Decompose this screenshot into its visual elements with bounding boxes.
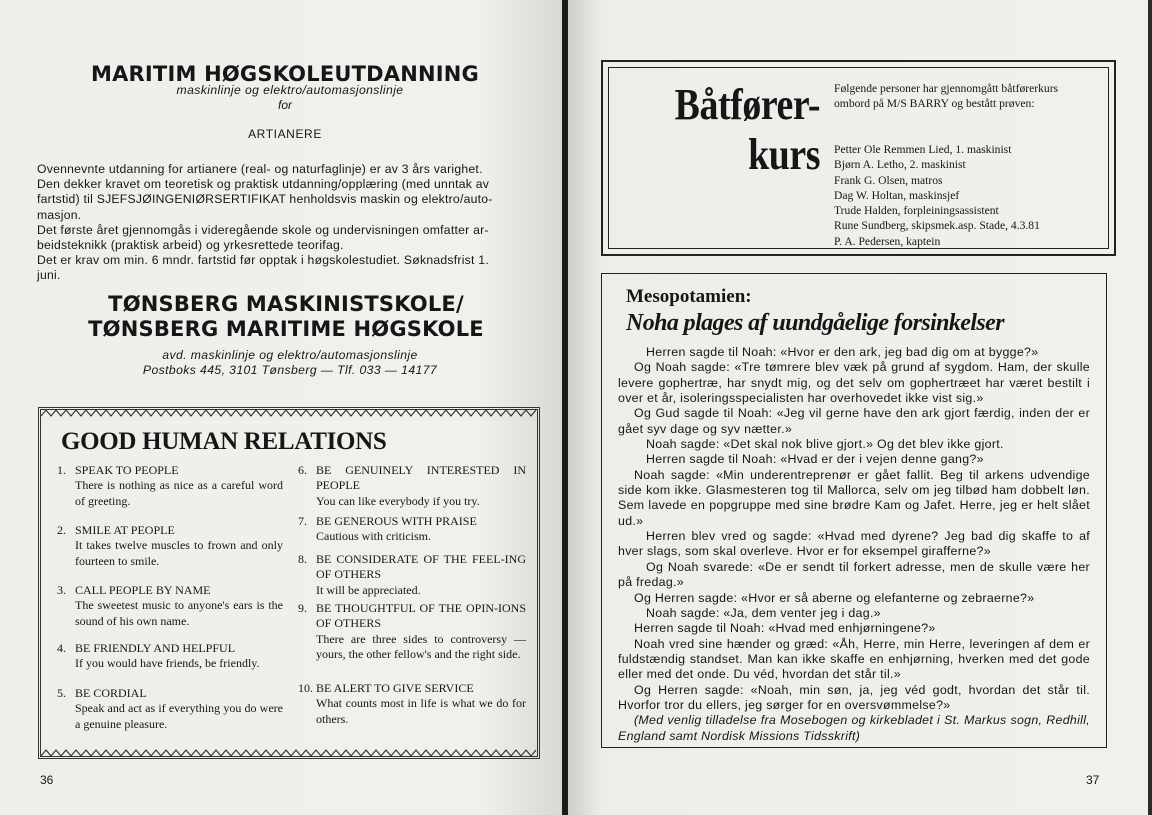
maritim-line: Ovennevnte utdanning for artianere (real- og naturfaglinje) er av 3 års varighet. — [37, 162, 483, 176]
article-credit: (Med venlig tilladelse fra Mosebogen og kirkebladet i St. Markus sogn, Redhill, England samt Nordisk Missions Tidsskrift) — [618, 713, 1090, 743]
batforer-box — [601, 60, 1116, 256]
left-page — [0, 0, 562, 815]
person-entry: Rune Sundberg, skipsmek.asp. Stade, 4.3.81 — [834, 219, 1040, 233]
rule-item — [57, 641, 283, 672]
rule-description: It takes twelve muscles to frown and only fourteen to smile. — [75, 538, 283, 568]
rule-number: 6. — [298, 463, 307, 477]
maritim-for: for — [277, 98, 292, 112]
article-paragraph: Herren blev vred og sagde: «Hvad med dyrene? Jeg bad dig skaffe to af hver slags, som skal overleve. Hvor er for eksempel girafferne?» — [618, 529, 1090, 559]
school-name-line2: TØNSBERG MARITIME HØGSKOLE — [88, 317, 484, 341]
article-paragraph: Noah sagde: «Det skal nok blive gjort.» Og det blev ikke gjort. — [646, 437, 1004, 452]
rule-title: SPEAK TO PEOPLE — [75, 463, 179, 477]
rule-item — [298, 514, 526, 545]
batforer-people-list — [834, 142, 1094, 249]
rule-number: 2. — [57, 523, 66, 537]
mesopotamien-article — [601, 273, 1107, 748]
rule-item — [57, 583, 283, 629]
rule-item — [298, 681, 526, 727]
zigzag-border-bottom — [41, 749, 537, 757]
rule-item — [298, 463, 526, 509]
rule-description: There is nothing as nice as a careful word of greeting. — [75, 478, 283, 508]
person-entry: Frank G. Olsen, matros — [834, 173, 943, 187]
article-paragraph: Og Gud sagde til Noah: «Jeg vil gerne have den ark gjort færdig, inden der er gået syv dage og syv nætter.» — [618, 406, 1090, 436]
rule-description: You can like everybody if you try. — [316, 493, 480, 508]
rule-number: 7. — [298, 514, 307, 528]
maritim-body — [37, 162, 537, 284]
article-paragraph: Og Herren sagde: «Noah, min søn, ja, jeg véd godt, hvordan det står til. Hvorfor tror du ellers, jeg sørger for en oversvømmelse?» — [618, 682, 1090, 712]
maritim-line: juni. — [37, 268, 61, 283]
article-paragraph: Noah vred sine hænder og græd: «Åh, Herre, min Herre, leveringen af dem er fuldstændig standset. Man kan ikke skaffe en enhjørning, hverken med det gode eller med det onde. Du véd, hvordan det står til.» — [618, 636, 1090, 682]
article-paragraph: Og Noah sagde: «Tre tømrere blev væk på grund af sygdom. Ham, der skulle levere gophertræ, har snydt mig, og det selv om gophertræet har været bestilt i over et år, isoleringsspecialisten har overhovedet ikke vist sig.» — [618, 360, 1090, 406]
school-address: Postboks 445, 3101 Tønsberg — Tlf. 033 — 14177 — [142, 363, 438, 377]
maritim-line: Det første året gjennomgås i videregående skole og undervisningen omfatter ar- — [37, 222, 489, 237]
rule-title: BE GENUINELY INTERESTED IN PEOPLE — [316, 463, 526, 493]
article-paragraph: Og Noah svarede: «De er sendt til forkert adresse, men de skulle være her på fredag.» — [618, 559, 1090, 590]
maritim-line: Den dekker kravet om teoretisk og praktisk utdanning/opplæring (med unntak av — [37, 177, 490, 192]
rule-title: BE CONSIDERATE OF THE FEEL-ING OF OTHERS — [316, 552, 526, 582]
person-entry: Petter Ole Remmen Lied, 1. maskinist — [834, 143, 1012, 156]
article-paragraph: Noah sagde: «Min underentreprenør er gået fallit. Beg til arkens udvendige side kom ikke. Glasmesteren tog til Mallorca, selv om jeg tilbød ham dobbelt løn. Sem lavede en popgruppe med sine brødre Kam og Jafet. Herre, jeg er helt slået ud.» — [618, 467, 1090, 528]
maritim-line: Det er krav om min. 6 mndr. fartstid før opptak i høgskolestudiet. Søknadsfrist 1. — [37, 253, 489, 268]
page-number-left: 36 — [40, 773, 54, 787]
rule-description: If you would have friends, be friendly. — [75, 656, 260, 671]
rule-number: 9. — [298, 601, 307, 615]
person-entry: Bjørn A. Letho, 2. maskinist — [834, 158, 966, 172]
maritim-line: beidsteknikk (praktisk arbeid) og yrkesrettede teorifag. — [37, 238, 344, 253]
rule-number: 10. — [298, 681, 313, 695]
batforer-title-line1: Båtfører- — [674, 80, 820, 129]
rule-description: What counts most in life is what we do for others. — [316, 696, 526, 726]
article-kicker: Mesopotamien: — [626, 286, 752, 307]
maritim-title: MARITIM HØGSKOLEUTDANNING — [90, 62, 479, 86]
rule-number: 8. — [298, 552, 307, 566]
rule-title: BE ALERT TO GIVE SERVICE — [316, 681, 474, 695]
article-paragraph: Og Herren sagde: «Hvor er så aberne og elefanterne og zebraerne?» — [634, 590, 1035, 605]
school-name — [0, 292, 562, 342]
batforer-intro: Følgende personer har gjennomgått båtførerkurs ombord på M/S BARRY og bestått prøven: — [834, 82, 1059, 110]
batforer-title — [644, 80, 820, 180]
rule-description: It will be appreciated. — [316, 582, 421, 597]
article-paragraph: Herren sagde til Noah: «Hvad er der i vejen denne gang?» — [646, 452, 984, 467]
maritim-line: fartstid) til SJEFSJØINGENIØRSERTIFIKAT henholdsvis maskin og elektro/auto- — [37, 192, 493, 207]
article-paragraph: Noah sagde: «Ja, dem venter jeg i dag.» — [646, 605, 881, 620]
maritim-audience: ARTIANERE — [248, 127, 322, 141]
article-body — [618, 345, 1090, 744]
zigzag-border-top — [41, 409, 537, 417]
rule-number: 1. — [57, 463, 66, 477]
rule-number: 5. — [57, 686, 66, 700]
rule-description: There are three sides to controversy — yours, the other fellow's and the right side. — [316, 631, 526, 661]
rule-title: BE FRIENDLY AND HELPFUL — [75, 641, 236, 655]
rule-number: 4. — [57, 641, 66, 655]
rule-item — [298, 552, 526, 598]
person-entry: P. A. Pedersen, kaptein — [834, 234, 941, 248]
person-entry: Trude Halden, forpleiningsassistent — [834, 204, 999, 218]
article-paragraph: Herren sagde til Noah: «Hvor er den ark, jeg bad dig om at bygge?» — [646, 345, 1039, 359]
school-name-line1: TØNSBERG MASKINISTSKOLE/ — [108, 292, 464, 316]
article-paragraph: Herren sagde til Noah: «Hvad med enhjørningene?» — [634, 621, 936, 636]
right-page — [568, 0, 1148, 815]
rule-description: Speak and act as if everything you do were a genuine pleasure. — [75, 701, 283, 731]
rule-description: The sweetest music to anyone's ears is the sound of his own name. — [75, 598, 283, 628]
article-headline: Noha plages af uundgåelige forsinkelser — [626, 310, 1004, 336]
person-entry: Dag W. Holtan, maskinsjef — [834, 188, 960, 202]
rule-title: BE CORDIAL — [75, 686, 147, 700]
rule-title: BE GENEROUS WITH PRAISE — [316, 514, 477, 528]
rule-item — [57, 463, 283, 509]
maritim-subtitle: maskinlinje og elektro/automasjonslinje — [176, 83, 404, 97]
rule-title: CALL PEOPLE BY NAME — [75, 583, 211, 597]
rule-number: 3. — [57, 583, 66, 597]
batforer-title-line2: kurs — [748, 130, 820, 179]
page-number-right: 37 — [1086, 773, 1100, 787]
rule-title: SMILE AT PEOPLE — [75, 523, 175, 537]
maritim-line: masjon. — [37, 207, 82, 222]
rule-item — [57, 523, 283, 569]
rule-title: BE THOUGHTFUL OF THE OPIN-IONS OF OTHERS — [316, 601, 526, 631]
ghr-title: GOOD HUMAN RELATIONS — [61, 428, 387, 455]
rule-description: Cautious with criticism. — [316, 529, 431, 544]
rule-item — [57, 686, 283, 732]
rule-item — [298, 601, 526, 662]
school-dept: avd. maskinlinje og elektro/automasjonslinje — [162, 348, 418, 362]
good-human-relations-box — [38, 407, 540, 759]
